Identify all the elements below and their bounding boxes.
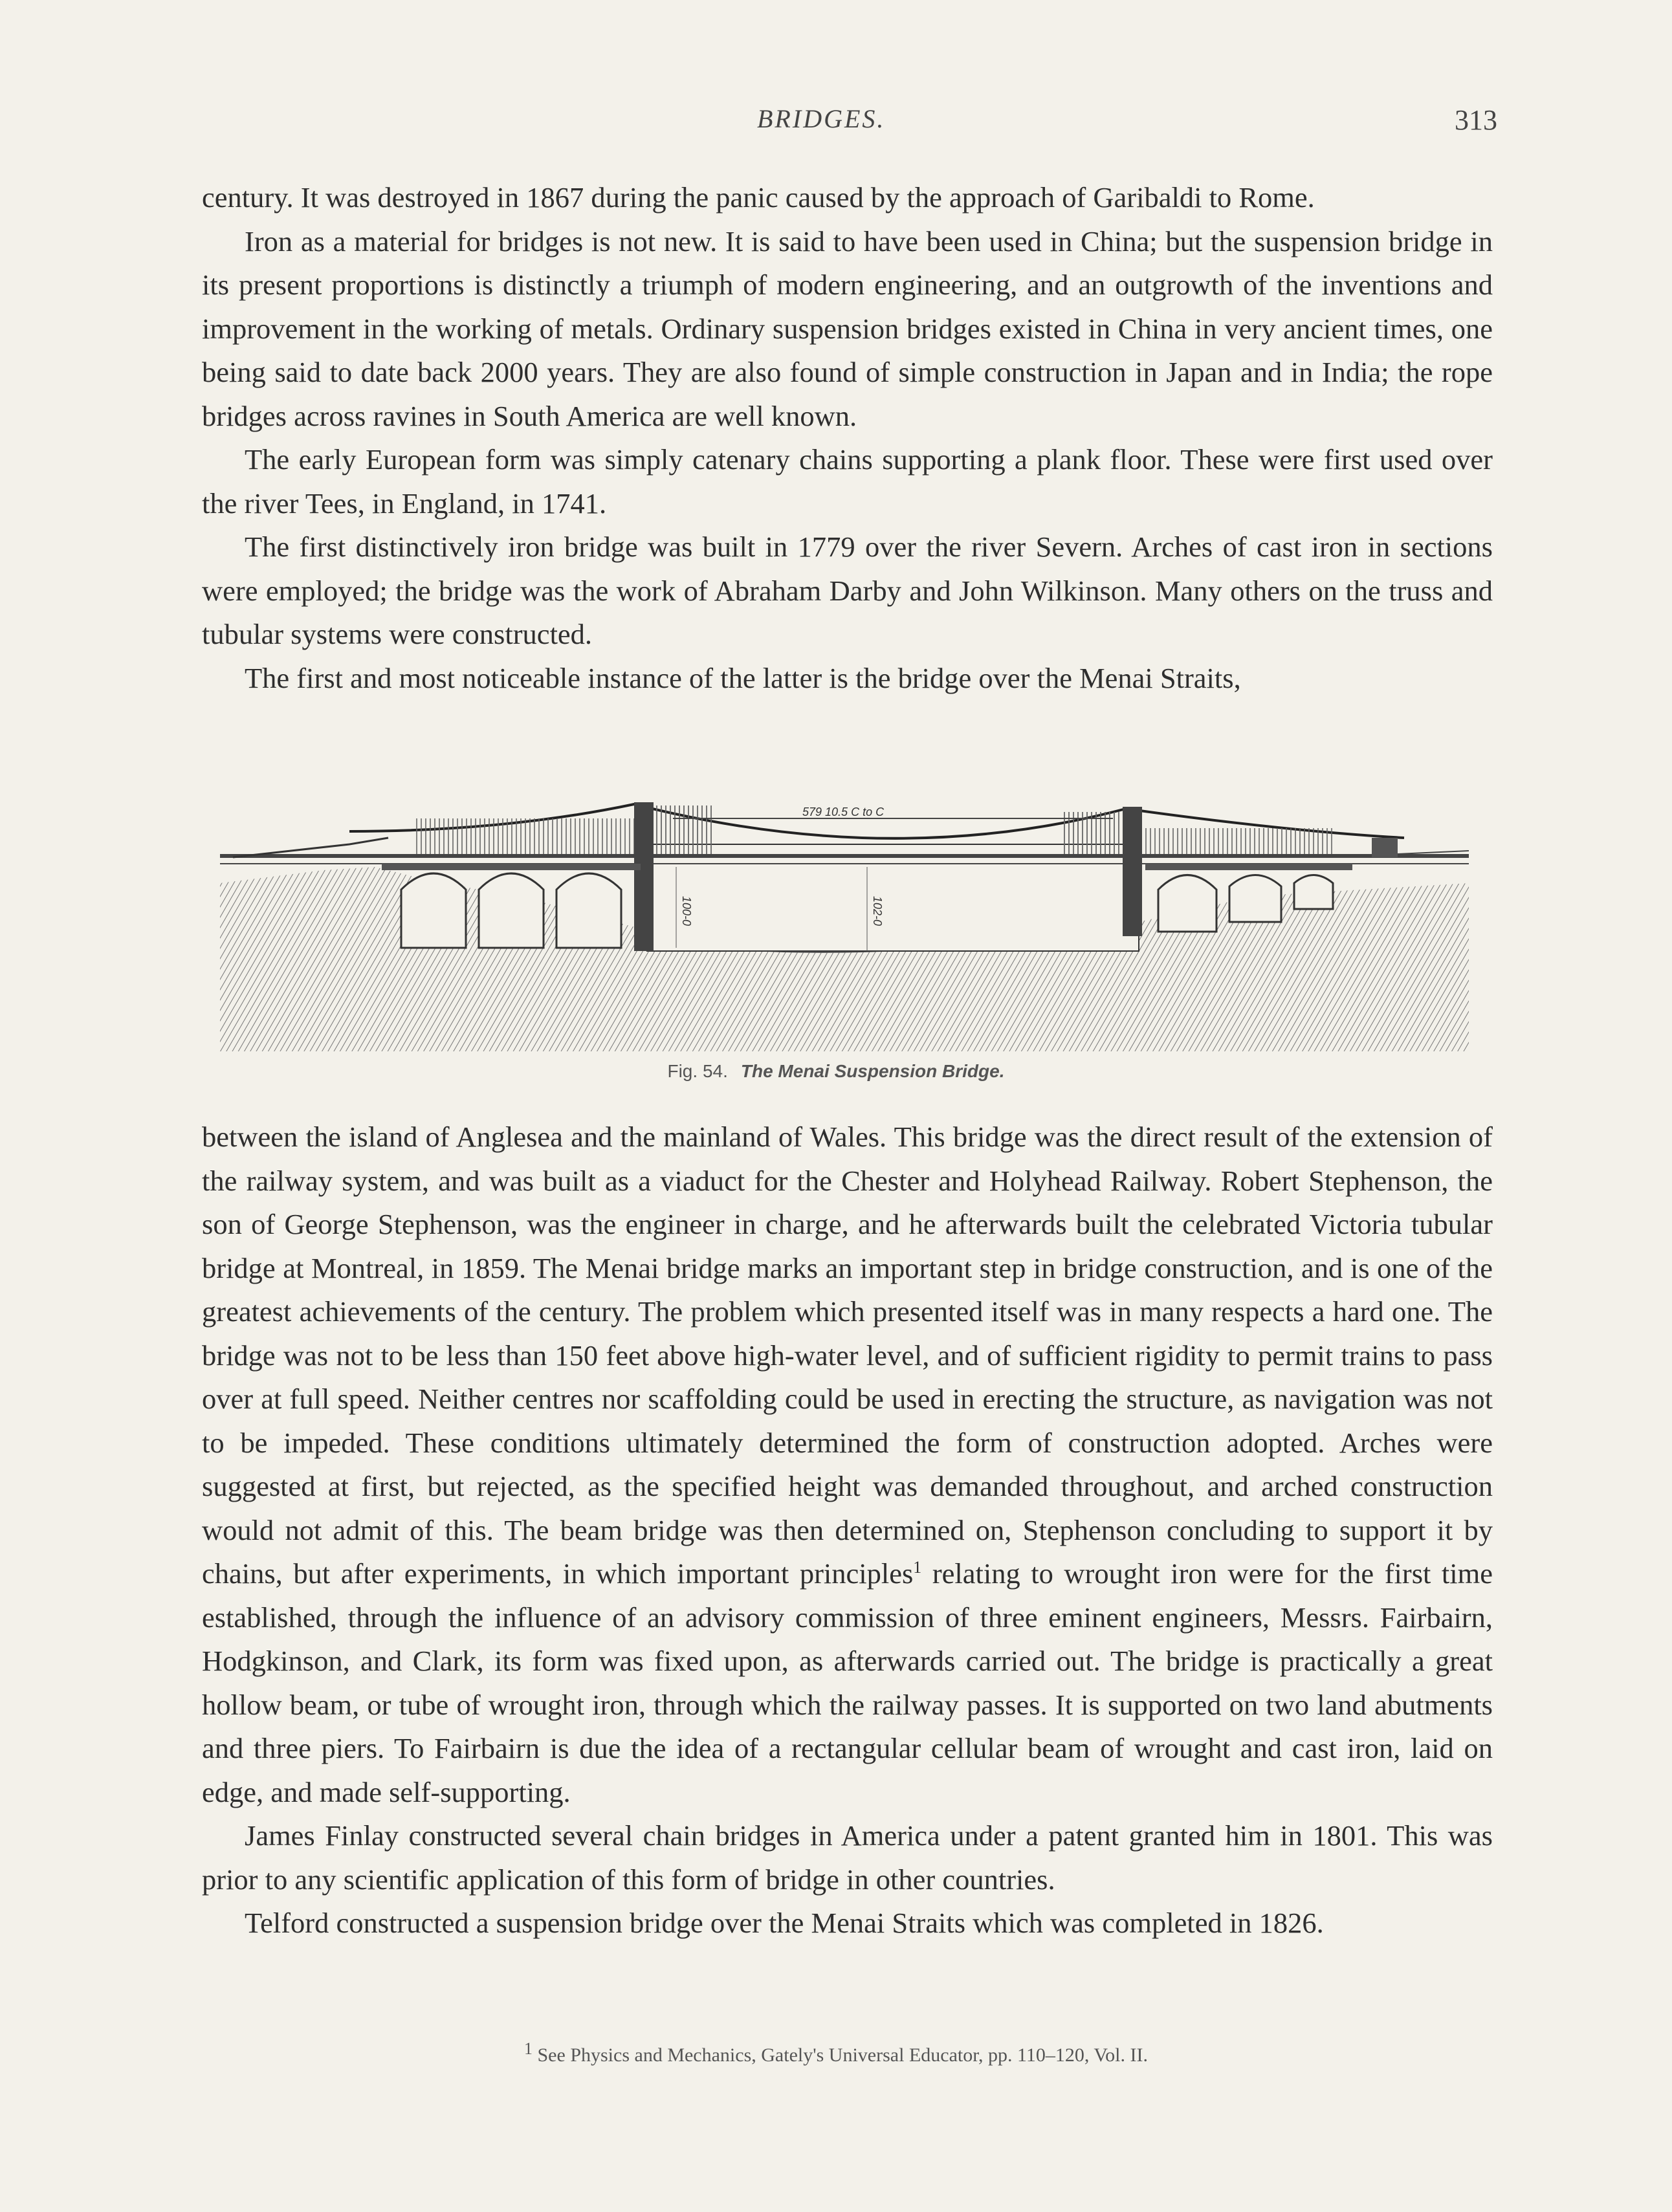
paragraph: The first distinctively iron bridge was built in 1779 over the river Severn. Arches of cast iron in sections were employed; the bridge was the work of Abraham Darby and John Wilkinson. Many others on the truss and tubular systems were constructed. bbox=[202, 531, 1493, 650]
page-number: 313 bbox=[1455, 104, 1497, 136]
body-text-top bbox=[202, 176, 1493, 700]
figure-caption bbox=[0, 1061, 1672, 1082]
paragraph: Telford constructed a suspension bridge over the Menai Straits which was completed in 1826. bbox=[245, 1907, 1324, 1939]
paragraph-text: relating to wrought iron were for the first time established, through the influence of an advisory commission of three eminent engineers, Messrs. Fairbairn, Hodgkinson, and Clark, its form was fixed upon, as afterwards carried out. The bridge is practically a great hollow beam, or tube of wrought iron, through which the railway passes. It is supported on two land abutments and three piers. To Fairbairn is due the idea of a rectangular cellular beam of wrought and cast iron, laid on edge, and made self-supporting. bbox=[202, 1557, 1493, 1808]
running-head: BRIDGES. bbox=[757, 104, 886, 133]
figure-number: Fig. 54. bbox=[667, 1061, 728, 1081]
right-tower bbox=[1123, 807, 1142, 936]
bridge-deck bbox=[220, 854, 1469, 858]
body-text-bottom bbox=[202, 1115, 1493, 1945]
footnote-reference[interactable]: 1 bbox=[913, 1558, 922, 1577]
paragraph: The first and most noticeable instance of the latter is the bridge over the Menai Straits, bbox=[245, 661, 1241, 694]
page-header bbox=[0, 104, 1672, 149]
menai-bridge-illustration bbox=[220, 793, 1469, 1051]
height-label-left: 100-0 bbox=[680, 896, 693, 926]
footnote bbox=[0, 2039, 1672, 2066]
height-label-right: 102-0 bbox=[871, 896, 884, 926]
left-tower bbox=[634, 802, 654, 951]
footnote-mark: 1 bbox=[524, 2039, 533, 2058]
left-arches bbox=[382, 864, 641, 948]
main-span bbox=[647, 844, 1139, 951]
paragraph bbox=[202, 1115, 1493, 1814]
paragraph: century. It was destroyed in 1867 during the panic caused by the approach of Garibaldi to Rome. bbox=[202, 181, 1315, 214]
paragraph-text: between the island of Anglesea and the mainland of Wales. This bridge was the direct result of the extension of the railway system, and was built as a viaduct for the Chester and Holyhead Railway. Robert Stephenson, the son of George Stephenson, was the engineer in charge, and he afterwards built the celebrated Victoria tubular bridge at Montreal, in 1859. The Menai bridge marks an important step in bridge construction, and is one of the greatest achievements of the century. The problem which presented itself was in many respects a hard one. The bridge was not to be less than 150 feet above high-water level, and of sufficient rigidity to permit trains to pass over at full speed. Neither centres nor scaffolding could be used in erecting the structure, as navigation was not to be impeded. These conditions ultimately determined the form of construction adopted. Arches were suggested at first, but rejected, as the specified height was demanded throughout, and arched construction would not admit of this. The beam bridge was then determined on, Stephenson concluding to support it by chains, but after experiments, in which important principles bbox=[202, 1121, 1493, 1590]
footnote-text: See Physics and Mechanics, Gately's Universal Educator, pp. 110–120, Vol. II. bbox=[533, 2044, 1148, 2066]
paragraph: Iron as a material for bridges is not new. It is said to have been used in China; but the suspension bridge in its present proportions is distinctly a triumph of modern engineering, and an outgrowth of the inventions and improvement in the working of metals. Ordinary suspension bridges existed in China in very ancient times, one being said to date back 2000 years. They are also found of simple construction in Japan and in India; the rope bridges across ravines in South America are well known. bbox=[202, 224, 1493, 432]
paragraph: James Finlay constructed several chain bridges in America under a patent granted him in 1801. This was prior to any scientific application of this form of bridge in other countries. bbox=[202, 1819, 1493, 1896]
paragraph: The early European form was simply catenary chains supporting a plank floor. These were first used over the river Tees, in England, in 1741. bbox=[202, 443, 1493, 520]
figure-title: The Menai Suspension Bridge. bbox=[740, 1061, 1005, 1081]
span-label: 579 10.5 C to C bbox=[802, 805, 885, 818]
bridge-figure bbox=[220, 793, 1469, 1064]
